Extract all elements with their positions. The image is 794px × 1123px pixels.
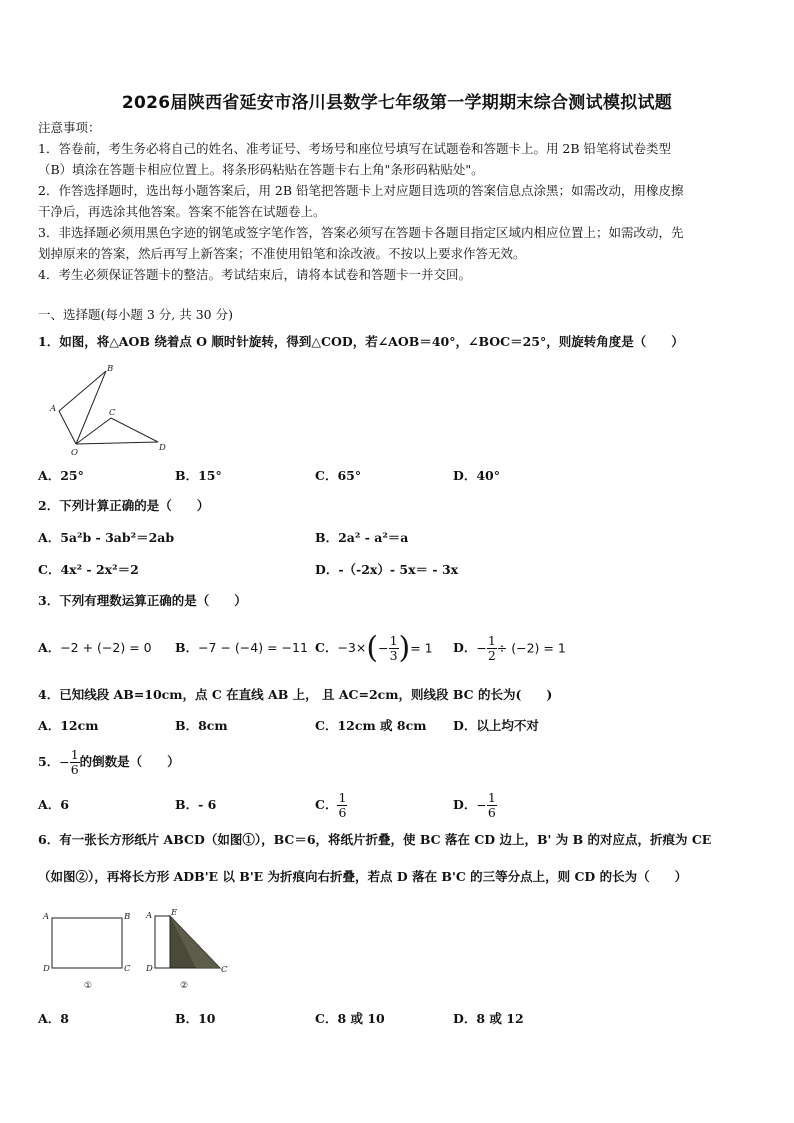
minus-sign: − — [378, 640, 389, 656]
fig2-label-a: A — [146, 911, 153, 921]
q3-option-c[interactable] — [315, 626, 433, 671]
fraction — [70, 748, 80, 777]
q1-option-b[interactable]: B．15° — [175, 468, 222, 483]
question-6-stem-line2: （如图②），再将长方形 ADB'E 以 B'E 为折痕向右折叠，若点 D 落在 B'C 的三等分点上，则 CD 的长为（ ） — [38, 869, 688, 884]
q1-label-b: B — [107, 364, 114, 374]
q1-option-d[interactable]: D．40° — [453, 468, 500, 483]
fig2-label-e: E — [171, 908, 178, 918]
minus-sign: − — [476, 640, 487, 656]
q4-option-d[interactable]: D．以上均不对 — [453, 718, 539, 733]
question-text: 的倒数是（ ） — [79, 754, 180, 769]
denominator: 3 — [389, 648, 398, 663]
q5-option-d[interactable] — [453, 785, 497, 826]
fig1-label-a: A — [43, 912, 50, 922]
notice-line: 划掉原来的答案，然后再写上新答案；不准使用铅笔和涂改液。不按以上要求作答无效。 — [38, 246, 526, 261]
fig1-label-b: B — [124, 912, 131, 922]
notice-line: （B）填涂在答题卡相应位置上。将条形码粘贴在答题卡右上角"条形码粘贴处"。 — [38, 162, 484, 177]
question-1-stem: 1．如图，将△AOB 绕着点 O 顺时针旋转，得到△COD，若∠AOB＝40°，∠BOC＝25°，则旋转角度是（ ） — [38, 334, 684, 349]
q1-option-c[interactable]: C．65° — [315, 468, 362, 483]
q6-figure-1 — [40, 908, 140, 990]
minus-sign: − — [476, 797, 487, 813]
question-2-stem: 2．下列计算正确的是（ ） — [38, 498, 210, 513]
q6-option-d[interactable]: D．8 或 12 — [453, 1011, 524, 1026]
numerator: 1 — [338, 790, 347, 805]
fraction — [487, 634, 497, 663]
question-number: 5． — [38, 754, 60, 769]
option-label: D． — [453, 640, 477, 655]
page-title: 2026届陕西省延安市洛川县数学七年级第一学期期末综合测试模拟试题 — [121, 93, 673, 113]
option-expression: −7 − (−4) = −11 — [198, 640, 308, 655]
notice-line: 2．作答选择题时，选出每小题答案后，用 2B 铅笔把答题卡上对应题目选项的答案信息点涂黑；如需改动，用橡皮擦 — [38, 183, 684, 198]
numerator: 1 — [70, 747, 79, 762]
q4-option-a[interactable]: A．12cm — [38, 718, 99, 733]
denominator: 6 — [338, 805, 347, 820]
q2-option-c[interactable]: C．4x² - 2x²＝2 — [38, 562, 139, 577]
question-5-stem — [38, 742, 180, 783]
numerator: 1 — [487, 633, 496, 648]
q2-option-a[interactable]: A．5a²b - 3ab²＝2ab — [38, 530, 175, 545]
minus-sign: − — [59, 754, 70, 770]
left-paren: ( — [366, 630, 379, 666]
q3-option-a[interactable] — [38, 639, 152, 657]
fig1-caption: ① — [84, 981, 93, 990]
question-6-stem-line1: 6．有一张长方形纸片 ABCD（如图①），BC＝6，将纸片折叠，使 BC 落在 CD 边上，B' 为 B 的对应点，折痕为 CE — [38, 832, 712, 847]
question-3-stem: 3．下列有理数运算正确的是（ ） — [38, 593, 247, 608]
q2-option-b[interactable]: B．2a² - a²＝a — [315, 530, 409, 545]
q3-option-b[interactable] — [175, 639, 308, 657]
notice-line: 干净后，再选涂其他答案。答案不能答在试题卷上。 — [38, 204, 326, 219]
option-label: D． — [453, 797, 477, 812]
section-heading: 一、选择题(每小题 3 分, 共 30 分) — [38, 307, 233, 322]
q5-option-a[interactable]: A．6 — [38, 797, 69, 812]
denominator: 2 — [487, 648, 496, 663]
denominator: 6 — [70, 762, 79, 777]
q5-option-b[interactable]: B．- 6 — [175, 797, 217, 812]
fraction — [389, 634, 399, 663]
right-paren: ) — [398, 630, 411, 666]
option-label: C． — [315, 640, 338, 655]
q1-figure — [44, 362, 174, 458]
q6-option-b[interactable]: B．10 — [175, 1011, 216, 1026]
q1-label-d: D — [159, 443, 166, 453]
fig1-label-c: C — [124, 964, 131, 974]
q1-label-a: A — [50, 404, 57, 414]
expression-suffix: = 1 — [410, 640, 433, 656]
expression-suffix: ÷ (−2) = 1 — [496, 640, 566, 656]
fraction — [487, 791, 497, 820]
numerator: 1 — [389, 633, 398, 648]
fig2-label-c: C — [221, 965, 228, 975]
fig2-label-d: D — [146, 964, 153, 974]
notice-heading: 注意事项： — [38, 120, 101, 135]
denominator: 6 — [487, 805, 496, 820]
option-label: B． — [175, 640, 199, 655]
q6-figure-2 — [140, 906, 240, 992]
fraction — [337, 791, 347, 820]
option-expression: −2 + (−2) = 0 — [60, 640, 152, 655]
fig2-caption: ② — [180, 981, 189, 991]
expression-prefix: −3× — [337, 640, 367, 655]
question-4-stem: 4．已知线段 AB=10cm，点 C 在直线 AB 上， 且 AC=2cm，则线段 BC 的长为( ) — [38, 687, 553, 702]
notice-line: 4．考生必须保证答题卡的整洁。考试结束后，请将本试卷和答题卡一并交回。 — [38, 267, 471, 282]
option-label: A． — [38, 640, 61, 655]
numerator: 1 — [487, 790, 496, 805]
q6-option-a[interactable]: A．8 — [38, 1011, 69, 1026]
notice-line: 1．答卷前，考生务必将自己的姓名、准考证号、考场号和座位号填写在试题卷和答题卡上。用 2B 铅笔将试卷类型 — [38, 141, 672, 156]
q6-option-c[interactable]: C．8 或 10 — [315, 1011, 385, 1026]
option-label: C． — [315, 797, 338, 812]
fig1-label-d: D — [43, 964, 50, 974]
q5-option-c[interactable] — [315, 785, 347, 825]
q1-label-o: O — [71, 448, 78, 458]
notice-line: 3．非选择题必须用黑色字迹的钢笔或签字笔作答，答案必须写在答题卡各题目指定区域内相应位置上；如需改动，先 — [38, 225, 684, 240]
q3-option-d[interactable] — [453, 626, 566, 671]
q4-option-b[interactable]: B．8cm — [175, 718, 228, 733]
q2-option-d[interactable]: D．-（-2x）- 5x＝ - 3x — [315, 562, 459, 577]
q1-label-c: C — [109, 408, 116, 418]
q4-option-c[interactable]: C．12cm 或 8cm — [315, 718, 427, 733]
q1-option-a[interactable]: A．25° — [38, 468, 84, 483]
